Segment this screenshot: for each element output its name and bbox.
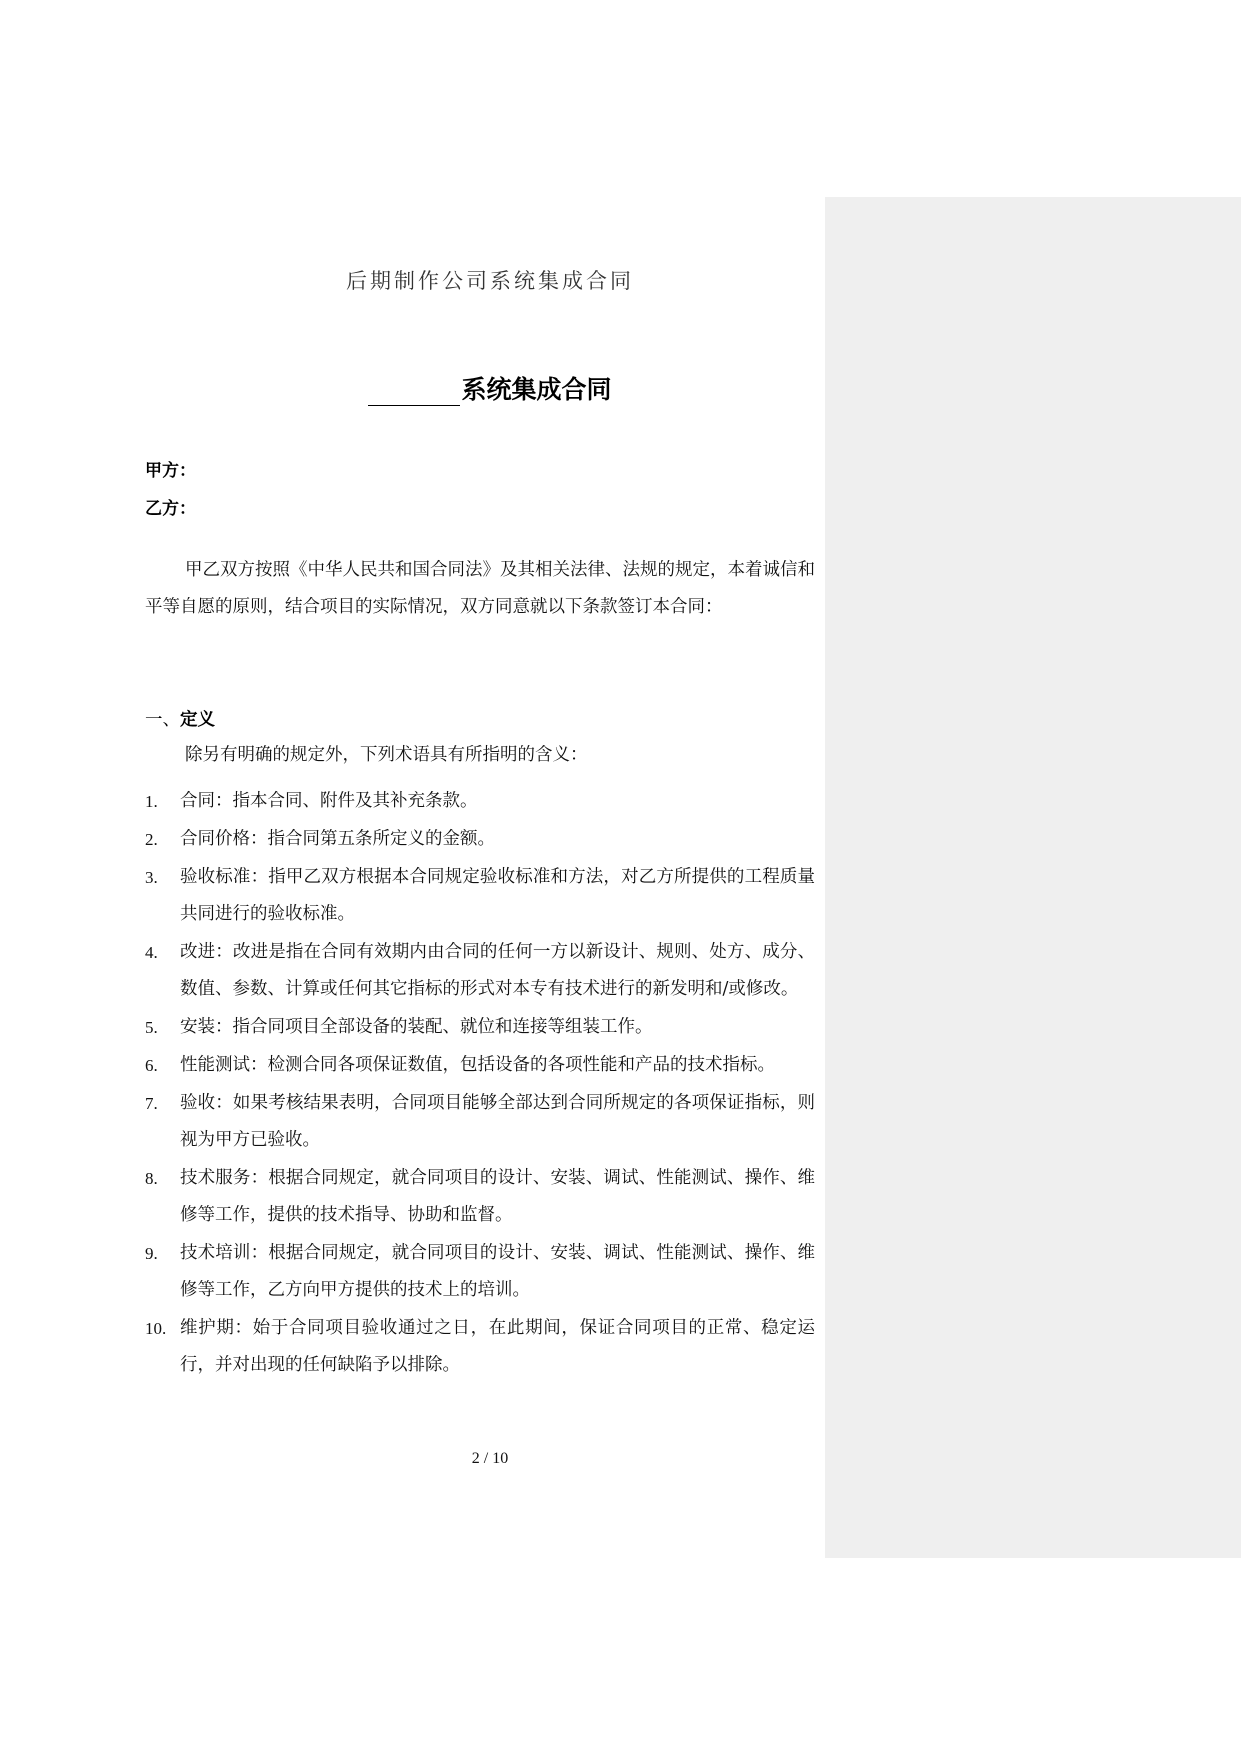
item-number: 5. xyxy=(145,1018,158,1037)
item-number: 4. xyxy=(145,943,158,962)
page-number: 2 / 10 xyxy=(471,1450,509,1467)
item-number: 6. xyxy=(145,1056,158,1075)
section-number: 一、 xyxy=(145,710,180,730)
list-item xyxy=(145,821,815,858)
item-number: 1. xyxy=(145,792,158,811)
list-item xyxy=(145,1047,815,1084)
item-text: 技术服务：根据合同规定，就合同项目的设计、安装、调试、性能测试、操作、维修等工作，提供的技术指导、协助和监督。 xyxy=(180,1168,815,1225)
title-blank-line[interactable] xyxy=(368,379,460,406)
item-number: 7. xyxy=(145,1094,158,1113)
list-item xyxy=(145,859,815,933)
list-item xyxy=(145,1160,815,1234)
item-text: 维护期：始于合同项目验收通过之日，在此期间，保证合同项目的正常、稳定运行，并对出现的任何缺陷予以排除。 xyxy=(180,1318,815,1375)
preamble-paragraph: 甲乙双方按照《中华人民共和国合同法》及其相关法律、法规的规定，本着诚信和平等自愿的原则，结合项目的实际情况，双方同意就以下条款签订本合同： xyxy=(145,560,815,617)
item-text: 改进：改进是指在合同有效期内由合同的任何一方以新设计、规则、处方、成分、数值、参数、计算或任何其它指标的形式对本专有技术进行的新发明和/或修改。 xyxy=(180,942,815,999)
list-item xyxy=(145,1235,815,1309)
party-a-label: 甲方： xyxy=(145,461,196,481)
list-item xyxy=(145,783,815,820)
section-title: 定义 xyxy=(180,710,215,730)
item-number: 8. xyxy=(145,1169,158,1188)
item-number: 9. xyxy=(145,1244,158,1263)
section-heading xyxy=(145,706,215,731)
list-item xyxy=(145,1085,815,1159)
title-text: 系统集成合同 xyxy=(461,375,612,404)
item-text: 合同价格：指合同第五条所定义的金额。 xyxy=(180,829,495,849)
item-number: 10. xyxy=(145,1319,167,1338)
item-text: 验收标准：指甲乙双方根据本合同规定验收标准和方法，对乙方所提供的工程质量共同进行的验收标准。 xyxy=(180,867,815,924)
item-text: 安装：指合同项目全部设备的装配、就位和连接等组装工作。 xyxy=(180,1017,653,1037)
document-title xyxy=(150,370,830,406)
item-number: 2. xyxy=(145,830,158,849)
list-item xyxy=(145,1009,815,1046)
comment-margin-pane xyxy=(825,197,1241,1558)
running-header: 后期制作公司系统集成合同 xyxy=(346,269,634,293)
item-number: 3. xyxy=(145,868,158,887)
item-text: 技术培训：根据合同规定，就合同项目的设计、安装、调试、性能测试、操作、维修等工作，乙方向甲方提供的技术上的培训。 xyxy=(180,1243,815,1300)
definition-list xyxy=(145,783,815,1385)
item-text: 验收：如果考核结果表明，合同项目能够全部达到合同所规定的各项保证指标，则视为甲方已验收。 xyxy=(180,1093,815,1150)
item-text: 性能测试：检测合同各项保证数值，包括设备的各项性能和产品的技术指标。 xyxy=(180,1055,775,1075)
section-intro: 除另有明确的规定外，下列术语具有所指明的含义： xyxy=(185,745,588,765)
list-item xyxy=(145,934,815,1008)
list-item xyxy=(145,1310,815,1384)
party-b-label: 乙方： xyxy=(145,499,196,519)
item-text: 合同：指本合同、附件及其补充条款。 xyxy=(180,791,478,811)
